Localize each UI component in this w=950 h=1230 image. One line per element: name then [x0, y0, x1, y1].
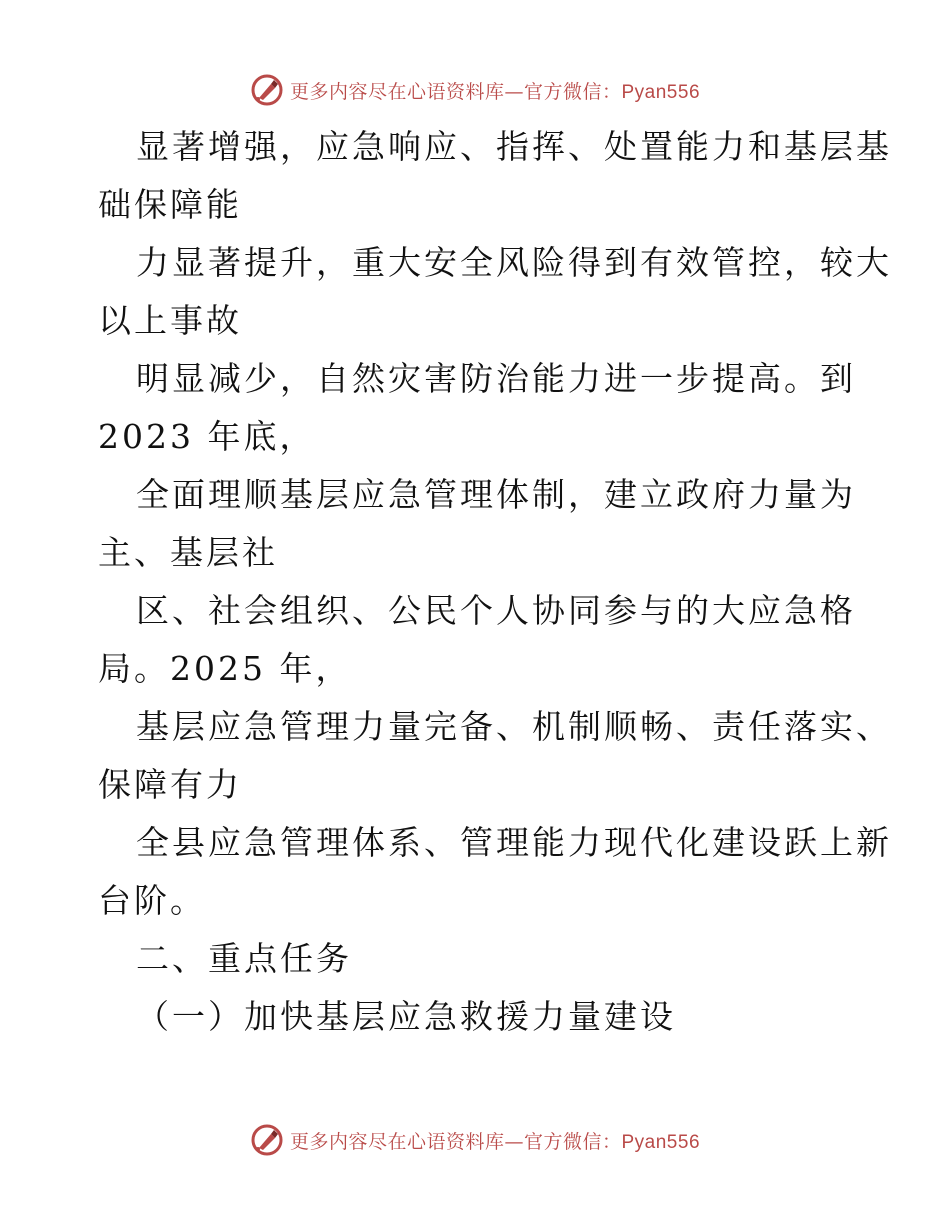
- watermark-text: 更多内容尽在心语资料库—官方微信：Pyan556: [289, 80, 701, 103]
- document-body: [98, 118, 892, 1046]
- section-heading: 二、重点任务: [136, 939, 352, 978]
- text-line: 局。2025 年，: [98, 649, 352, 688]
- subsection-heading: （一）加快基层应急救援力量建设: [136, 997, 676, 1036]
- text-line: 基层应急管理力量完备、机制顺畅、责任落实、: [136, 707, 892, 746]
- text-line: 区、社会组织、公民个人协同参与的大应急格: [136, 591, 856, 630]
- text-line: 全县应急管理体系、管理能力现代化建设跃上新: [136, 823, 892, 862]
- text-line: 明显减少，自然灾害防治能力进一步提高。到: [136, 359, 856, 398]
- text-line: 全面理顺基层应急管理体制，建立政府力量为: [136, 475, 856, 514]
- text-line: 力显著提升，重大安全风险得到有效管控，较大: [136, 243, 892, 282]
- pen-nib-logo-icon: [250, 1123, 284, 1157]
- text-line: 显著增强，应急响应、指挥、处置能力和基层基: [136, 127, 892, 166]
- text-line: 保障有力: [98, 765, 242, 804]
- text-line: 础保障能: [98, 185, 242, 224]
- text-line: 以上事故: [98, 301, 242, 340]
- text-line: 台阶。: [98, 881, 206, 920]
- pen-nib-logo-icon: [250, 73, 284, 107]
- footer-watermark: [0, 1122, 950, 1158]
- text-line: 主、基层社: [98, 533, 278, 572]
- watermark-text: 更多内容尽在心语资料库—官方微信：Pyan556: [289, 1130, 701, 1153]
- text-line: 2023 年底，: [98, 417, 316, 456]
- header-watermark: [0, 72, 950, 108]
